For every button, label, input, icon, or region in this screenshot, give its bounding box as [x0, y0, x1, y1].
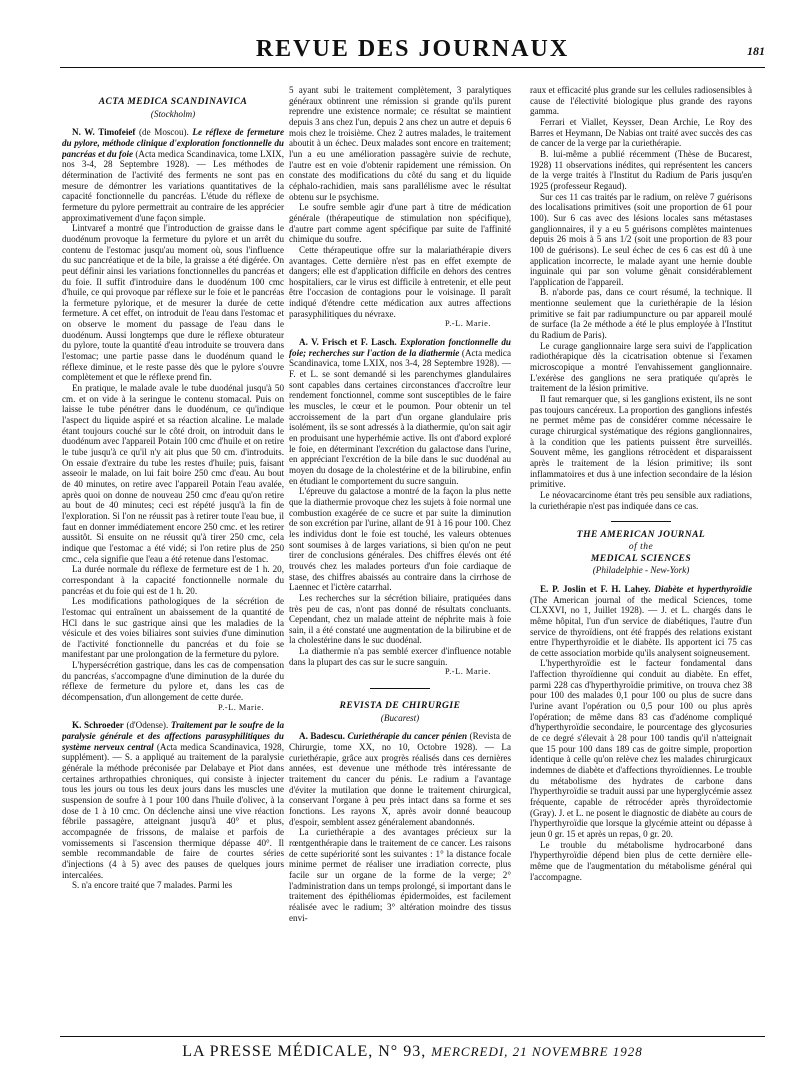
article-paragraph: Il faut remarquer que, si les ganglions existent, ils ne sont pas toujours cancéreux. La proportion des ganglions infestés ne permet même pas de considérer comme nécessaire le curage chirurgical systématique des régions ganglionnaires, à la condition que les patients puissent être surveillés. Souvent même, les ganglions rétrocèdent et disparaissent après le traitement de la lésion primitive; ils sont inflammatoires et dus à une infection secondaire de la lésion primitive.: [530, 394, 752, 490]
article-title: Curiethérapie du cancer pénien: [344, 731, 468, 742]
article-paragraph: [62, 720, 284, 880]
section-place: (Philadelphie - New-York): [592, 565, 690, 576]
article-paragraph: L'hyperthyroïdie est le facteur fondamental dans l'affection thyroïdienne qui conduit au diabète. En effet, parmi 228 cas d'hyperthyroïdie primitive, on trouva chez 38 pour 100 des malades 0,1 pour 100 ou plus de sucre dans l'urine avant l'opération ou 0,5 pour 100 ou plus après l'opération; de même dans 83 cas d'adénome compliqué d'hyperthyroïdie secondaire, le pourcentage des glycosuries de ce degré s'élevait à 28 pour 100 tandis qu'il n'atteignait que 15 pour 100 dans 189 cas de goitre simple, proportion identique à celle qu'on relève chez les malades chirurgicaux indemnes de diabète et d'affections thyroïdiennes. Le trouble du métabolisme des hydrates de carbone dans l'hyperthyroïdie se traduit aussi par une hyperglycémie assez fréquente, capable de rétrocéder après thyroïdectomie (Gray). J. et L. ne posent le diagnostic de diabète au cours de l'hyperthyroïdie que lorsque la glycémie atteint ou dépasse à jeun 0 gr. 15 et après un repas, 0 gr. 20.: [530, 658, 752, 839]
footer-journal: LA PRESSE MÉDICALE, N° 93,: [182, 1043, 427, 1060]
article-paragraph: Le curage ganglionnaire large sera suivi de l'application radiothérapique dès la cicatrisation obtenue si l'examen microscopique a montré l'envahissement ganglionnaire. L'exérèse des ganglions ne sera pratiquée qu'après le traitement de la lésion primitive.: [530, 340, 752, 394]
article-paragraph: La durée normale du réflexe de fermeture est de 1 h. 20, correspondant à la capacité fonctionnelle normale du pancréas et du foie qui est de 1 h. 20.: [62, 564, 284, 596]
article-paragraph: Le trouble du métabolisme hydrocarboné dans l'hyperthyroïdie dépend bien plus de cette dernière elle-même que de l'augmentation du métabolisme général qui l'accompagne.: [530, 839, 752, 882]
section-title-connector: of the: [628, 541, 654, 552]
article-text: (Acta medica Scandinavica, 1928, supplément). — S. a appliqué au traitement de la paralysie générale la méthode préconisée par Delabaye et Piot dans certaines arthropathies chroniques, qui consiste à injecter tous les jours ou tous les deux jours dans les muscles une suspension de soufre à 1 pour 100 dans l'huile d'olivec, à la dose de 1 à 10 cmc. On déclenche ainsi une vive réaction fébrile passagère, atteignant jusqu'à 40° et plus, accompagnée de frissons, de malaise et parfois de vomissements si l'ascension thermique dépasse 40°. Il semble recommandable de faire de courtes séries d'injections (4 à 5) avec des pauses de quelques jours intercalées.: [62, 741, 284, 880]
article-paragraph: Ferrari et Viallet, Keysser, Dean Archie, Le Roy des Barres et Heymann, De Nabias ont traité avec succès des cas de cancer de la verge par la curiethérapie.: [530, 116, 752, 149]
article-paragraph: La diathermie n'a pas semblé exercer d'influence notable dans la plupart des cas sur le sucre sanguin.: [289, 646, 511, 667]
article-paragraph: Lintvaref a montré que l'introduction de graisse dans le duodénum provoque la fermeture du pylore et un arrêt du contenu de l'estomac jusqu'au moment où, sous l'influence du suc pancréatique et de la bile, la graisse a été digérée. On peut définir ainsi les variations fonctionnelles du pancréas et du foie. Il suffit d'introduire dans le duodénum 100 cmc d'huile, ce qui provoque par réflexe sur le foie et le pancréas la fermeture pylorique, et de mesurer la durée de cette fermeture. A cet effet, on introduit de l'eau dans l'estomac et on observe le moment du passage de l'eau dans le duodénum. Aussi longtemps que dure le réflexe obturateur du pylore, toute la quantité d'eau introduite se trouvera dans l'estomac; une partie passe dans le duodénum quand le réflexe diminue, et le reste passe dès que le pylore s'ouvre complètement et que le réflexe prend fin.: [62, 223, 284, 383]
column-1: [62, 85, 284, 1035]
article-origin: (d'Odense).: [123, 720, 171, 731]
article-author: N. W. Timofeief: [72, 127, 136, 138]
article-paragraph: Les modifications pathologiques de la sécrétion de l'estomac qui entraînent un abaissement de la quantité de HCl dans le suc gastrique ainsi que les maladies de la vésicule et des voies biliaires sont suivies d'une diminution de l'activité fonctionnelle du pancréas et du foie se manifestant par une prolongation de la fermeture du pylore.: [62, 596, 284, 660]
article-paragraph: Le néovacarcinome étant très peu sensible aux radiations, la curiethérapie n'est pas indiquée dans ce cas.: [530, 489, 752, 511]
article-title: Traitement par le soufre de la paralysie générale et des affections parasyphilitiques du système nerveux central: [62, 720, 284, 752]
article-origin: (de Moscou).: [135, 127, 193, 138]
signature: P.-L. Marie.: [217, 702, 264, 712]
section-divider: [370, 688, 430, 689]
page-number: 181: [747, 44, 765, 58]
article-paragraph: B. lui-même a publié récemment (Thèse de Bucarest, 1928) 11 observations inédites, qui représentent les cancers de la verge traités à l'Institut du Radium de Paris jusqu'en 1925 (professeur Regaud).: [530, 148, 752, 191]
article-paragraph: S. n'a encore traité que 7 malades. Parmi les: [72, 880, 233, 891]
article-author: A. V. Frisch et F. Lasch.: [299, 337, 397, 348]
column-3: [530, 85, 752, 1035]
article-paragraph: B. n'aborde pas, dans ce court résumé, la technique. Il mentionne seulement que la curiethérapie de la lésion primitive se fait par radiumpuncture ou par appareil moulé de surface (la 2e méthode a été le plus employée à l'Institut du Radium de Paris).: [530, 287, 752, 341]
article-paragraph: Le soufre semble agir d'une part à titre de médication générale (thérapeutique de stimulation non spécifique), d'autre part comme agent spécifique par suite de l'affinité chimique du soufre.: [289, 202, 511, 245]
article-paragraph: La curiethérapie a des avantages précieux sur la rœntgenthérapie dans le traitement de ce cancer. Les raisons de cette supériorité sont les suivantes : 1° la distance focale minime permet de réaliser une irradiation correcte, plus facile sur un organe de la forme de la verge; 2° l'administration dans un temps prolongé, si important dans le traitement des épithéliomas épidermoïdes, est facilement réalisée avec le radium; 3° altération moindre des tissus envi-: [289, 827, 511, 923]
article-title: Le réflexe de fermeture du pylore, méthode clinique d'exploration fonctionnelle du pancréas et du foie: [62, 127, 284, 159]
article-text: (Acta medica Scandinavica, tome LXIX, nos 3-4, 28 Septembre 1928). — F. et L. se sont demandé si les parenchymes glandulaires sont capables dans certaines circonstances d'accroître leur rendement fonctionnel, comme sont susceptibles de le faire les muscles, le cœur et le poumon. Pour obtenir un tel accroissement de la part d'un organe glandulaire pris isolément, ils se sont adressés à la diathermie, qu'on sait agir en produisant une hyperhémie active. Ils ont d'abord exploré le foie, en déterminant l'excrétion du galactose dans l'urine, en appréciant l'excrétion de la bile dans le suc duodénal au moyen du dosage de la cholestérine et de la bilirubine, enfin en étudiant le comportement du sucre sanguin.: [289, 347, 511, 486]
article-paragraph: 5 ayant subi le traitement complètement, 3 paralytiques généraux obtinrent une rémission si grande qu'ils purent reprendre une existence normale; ce résultat se maintient depuis 3 ans chez l'un, depuis 2 ans chez un autre et depuis 6 mois chez le troisième. Chez 2 autres malades, le traitement aboutit à un échec. Deux malades sont encore en traitement; l'un a eu une amélioration passagère suivie de rechute, l'autre est en voie d'obtenir rapidement une rémission. On constate des modifications du côté du sang et du liquide céphalo-rachidien, mais sans parallélisme avec le résultat obtenu sur le psychisme.: [289, 85, 511, 202]
article-title: Diabète et hyperthyroïdie: [650, 583, 752, 594]
article-paragraph: Sur ces 11 cas traités par le radium, on relève 7 guérisons des localisations primitives (soit une proportion de 61 pour 100). Sur 6 cas avec des lésions locales sans métastases ganglionnaires, il y a eu 5 guérisons complètes maintenues depuis 26 mois à 5 ans 1/2 (soit une proportion de 83 pour 100 de guérisons). Le seul échec de ces 6 cas est dû à une application incorrecte, le malade ayant une hernie double inguinale qui par son volume gênait considérablement l'application de l'appareil.: [530, 191, 752, 287]
article-paragraph: [530, 584, 752, 659]
section-title: ACTA MEDICA SCANDINAVICA: [98, 97, 248, 107]
article-author: K. Schroeder: [72, 720, 124, 731]
article-paragraph: L'épreuve du galactose a montré de la façon la plus nette que la diathermie provoque chez les sujets à foie normal une combustion exagérée de ce sucre et par suite la diminution de son excrétion par l'urine, allant de 91 à 16 pour 100. Chez les individus dont le foie est touché, les valeurs obtenues sont soumises à de larges variations, si bien qu'on ne peut tirer de conclusions générales. Des chiffres élevés ont été trouvés chez les malades porteurs d'un foie cardiaque de stase, des chiffres abaissés au contraire dans la cirrhose de Laennec et l'ictère catarrhal.: [289, 486, 511, 593]
article-paragraph: Cette thérapeutique offre sur la malariathérapie divers avantages. Cette dernière n'est pas en effet exempte de dangers; elle est d'application difficile en dehors des centres hospitaliers, car le virus est difficile à entretenir, et elle peut être l'occasion de contagions pour le voisinage. Il paraît indiqué d'étendre cette médication aux autres affections parasyphilitiques du névraxe.: [289, 244, 511, 319]
article-author: E. P. Joslin et F. H. Lahey.: [540, 583, 651, 594]
page-title: REVUE DES JOURNAUX: [255, 36, 570, 62]
signature: P.-L. Marie.: [444, 319, 491, 329]
section-title-line-3: MEDICAL SCIENCES: [590, 553, 692, 564]
section-title: THE AMERICAN JOURNAL: [576, 530, 706, 541]
section-place: (Stockholm): [150, 108, 196, 119]
article-title: Exploration fonctionnelle du foie; recherches sur l'action de la diathermie: [289, 337, 511, 358]
signature: P.-L. Marie.: [444, 667, 491, 677]
article-paragraph: raux et efficacité plus grande sur les cellules radiosensibles à cause de l'électivité biologique plus grande des rayons gamma.: [530, 85, 752, 117]
section-place: (Bucarest): [380, 712, 420, 723]
footer-issue: MERCREDI, 21 NOVEMBRE 1928: [431, 1044, 643, 1059]
masthead: [60, 32, 765, 68]
column-2: [289, 85, 511, 1035]
article-paragraph: L'hypersécrétion gastrique, dans les cas de compensation du pancréas, s'accompagne d'une diminution de la durée du réflexe de fermeture du pylore et, dans les cas de décompensation, d'un allongement de cette durée.: [62, 660, 284, 703]
article-text: (The American journal of the medical Sciences, tome CLXXVI, no 1, Juillet 1928). — J. et L. chargés dans le même hôpital, l'un d'un service de diabétiques, l'autre d'un service de thyroïdiens, ont été frappés des relations existant entre l'hyperthyroïdie et le diabète. Ils apportent ici 75 cas de cette association morbide qu'ils analysent soigneusement.: [530, 594, 752, 658]
article-text: (Acta medica Scandinavica, tome LXIX, nos 3-4, 28 Septembre 1928). — Les méthodes de détermination de l'activité des ferments ne sont pas en mesure de démontrer les variations quantitatives de la capacité fonctionnelle du pancréas. L'étude du réflexe de fermeture du pylore permettrait au contraire de les apprécier approximativement d'une façon simple.: [62, 148, 284, 223]
article-paragraph: En pratique, le malade avale le tube duodénal jusqu'à 50 cm. et on vide à la seringue le contenu stomacal. Puis on laisse le tube pénétrer dans le duodénum, ce qu'indique l'aspect du liquide aspiré et sa réaction alcaline. Le malade étant toujours couché sur le côté droit, on introduit dans le duodénum avec l'appareil Potain 100 cmc d'huile et on retire le tube jusqu'à ce qu'il n'y ait plus que 50 cm. d'introduits. On essaie d'extraire du tube les restes d'huile; puis, faisant asseoir le malade, on lui fait boire 250 cmc d'eau. Au bout de 40 minutes, on retire avec l'appareil Potain l'eau avalée, après quoi on donne de nouveau 250 cmc d'eau qu'on retire au bout de 40 minutes; ceci est répété jusqu'à la fin de l'exploration. Si l'on ne réussit pas à retirer toute l'eau bue, il faut en donner immédiatement encore 250 cmc. et les retirer aussitôt. Si ensuite on ne réussit qu'à tirer 250 cmc, cela indique que l'estomac a été vidé; si l'on retire plus de 250 cmc., cela signifie que l'eau a été retenue dans l'estomac.: [62, 383, 284, 564]
section-title: REVISTA DE CHIRURGIE: [339, 701, 461, 712]
article-paragraph: [289, 337, 511, 486]
article-text: (Revista de Chirurgie, tome XX, no 10, Octobre 1928). — La curiethérapie, grâce aux progrès réalisés dans ces dernières années, est devenue une méthode très intéressante de traitement du cancer du pénis. Le radium a l'avantage d'éviter la mutilation que donne le traitement chirurgical, conservant l'organe à peu près intact dans sa forme et ses fonctions. Les rayons X, après avoir donné beaucoup d'espoir, semblent assez généralement abandonnés.: [289, 731, 511, 827]
article-paragraph: Les recherches sur la sécrétion biliaire, pratiquées dans très peu de cas, n'ont pas donné de résultats concluants. Cependant, chez un malade atteint de néphrite mais à foie sain, il a été constaté une augmentation de la bilirubine et de la cholestérine dans le suc duodénal.: [289, 592, 511, 646]
article-paragraph: [289, 731, 511, 827]
article-paragraph: [62, 127, 284, 223]
section-divider: [611, 521, 671, 522]
article-author: A. Badescu.: [299, 731, 345, 742]
page-footer: [60, 1036, 765, 1061]
